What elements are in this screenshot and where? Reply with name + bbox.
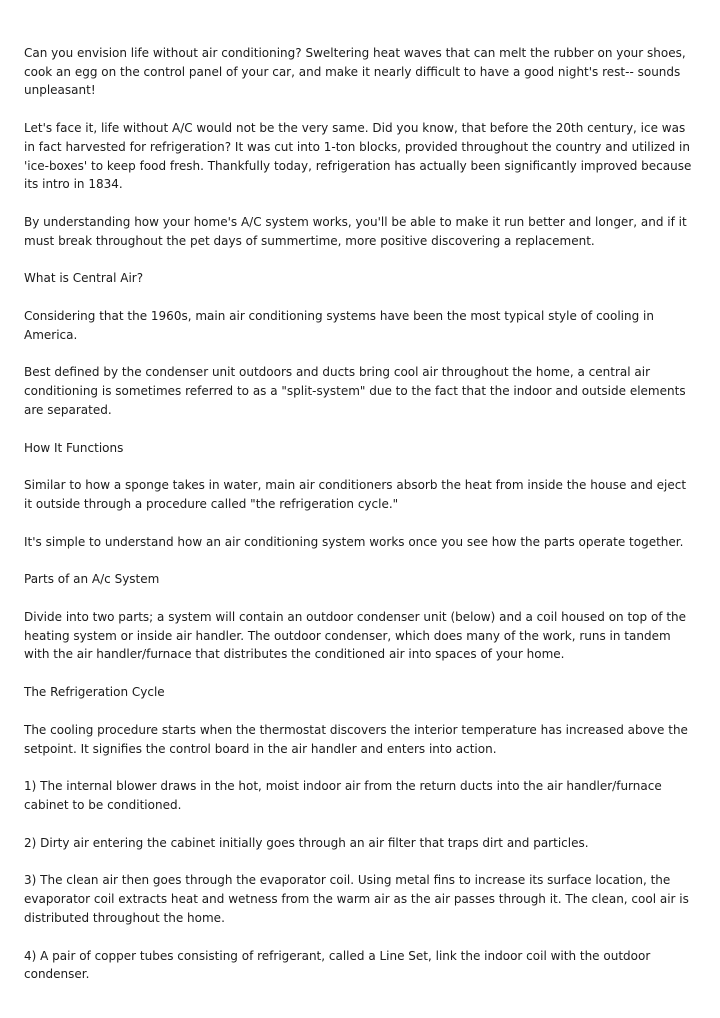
paragraph: The cooling procedure starts when the thermostat discovers the interior temperature has increased above the setpoint. It signifies the control board in the air handler and enters into action. bbox=[24, 722, 688, 756]
list-step: 3) The clean air then goes through the evaporator coil. Using metal fins to increase its surface location, the evaporator coil extracts heat and wetness from the warm air as the air passes through it. The clean, cool air is distributed throughout the home. bbox=[24, 873, 689, 925]
paragraph: Best defined by the condenser unit outdoors and ducts bring cool air throughout the home, a central air conditioning is sometimes referred to as a "split-system" due to the fact that the indoor and outside elements are separated. bbox=[24, 365, 686, 417]
section-heading: Parts of an A/c System bbox=[24, 572, 160, 587]
paragraph: Can you envision life without air conditioning? Sweltering heat waves that can melt the rubber on your shoes, cook an egg on the control panel of your car, and make it nearly difficult to have a good night's rest-- sounds unpleasant! bbox=[24, 46, 686, 98]
paragraph: Considering that the 1960s, main air conditioning systems have been the most typical style of cooling in America. bbox=[24, 309, 654, 342]
section-heading: How It Functions bbox=[24, 440, 124, 455]
paragraph: Similar to how a sponge takes in water, main air conditioners absorb the heat from inside the house and eject it outside through a procedure called "the refrigeration cycle." bbox=[24, 478, 687, 511]
section-heading: What is Central Air? bbox=[24, 271, 144, 286]
paragraph: Divide into two parts; a system will contain an outdoor condenser unit (below) and a coil housed on top of the heating system or inside air handler. The outdoor condenser, which does many of the work, runs in tandem with the air handler/furnace that distributes the conditioned air into spaces of your home. bbox=[24, 610, 687, 662]
paragraph: Let's face it, life without A/C would not be the very same. Did you know, that before the 20th century, ice was in fact harvested for refrigeration? It was cut into 1-ton blocks, provided throughout the country and utilized in 'ice-boxes' to keep food fresh. Thankfully today, refrigeration has actually been significantly improved because its intro in 1834. bbox=[24, 121, 692, 192]
paragraph: It's simple to understand how an air conditioning system works once you see how the parts operate together. bbox=[24, 534, 684, 549]
list-step: 4) A pair of copper tubes consisting of refrigerant, called a Line Set, link the indoor coil with the outdoor condenser. bbox=[24, 948, 651, 982]
list-step: 1) The internal blower draws in the hot, moist indoor air from the return ducts into the air handler/furnace cabinet to be conditioned. bbox=[24, 779, 662, 812]
paragraph: By understanding how your home's A/C system works, you'll be able to make it run better and longer, and if it must break throughout the pet days of summertime, more positive discovering a replacement. bbox=[24, 214, 687, 248]
section-heading: The Refrigeration Cycle bbox=[24, 685, 165, 700]
list-step: 2) Dirty air entering the cabinet initially goes through an air filter that traps dirt and particles. bbox=[24, 835, 589, 850]
